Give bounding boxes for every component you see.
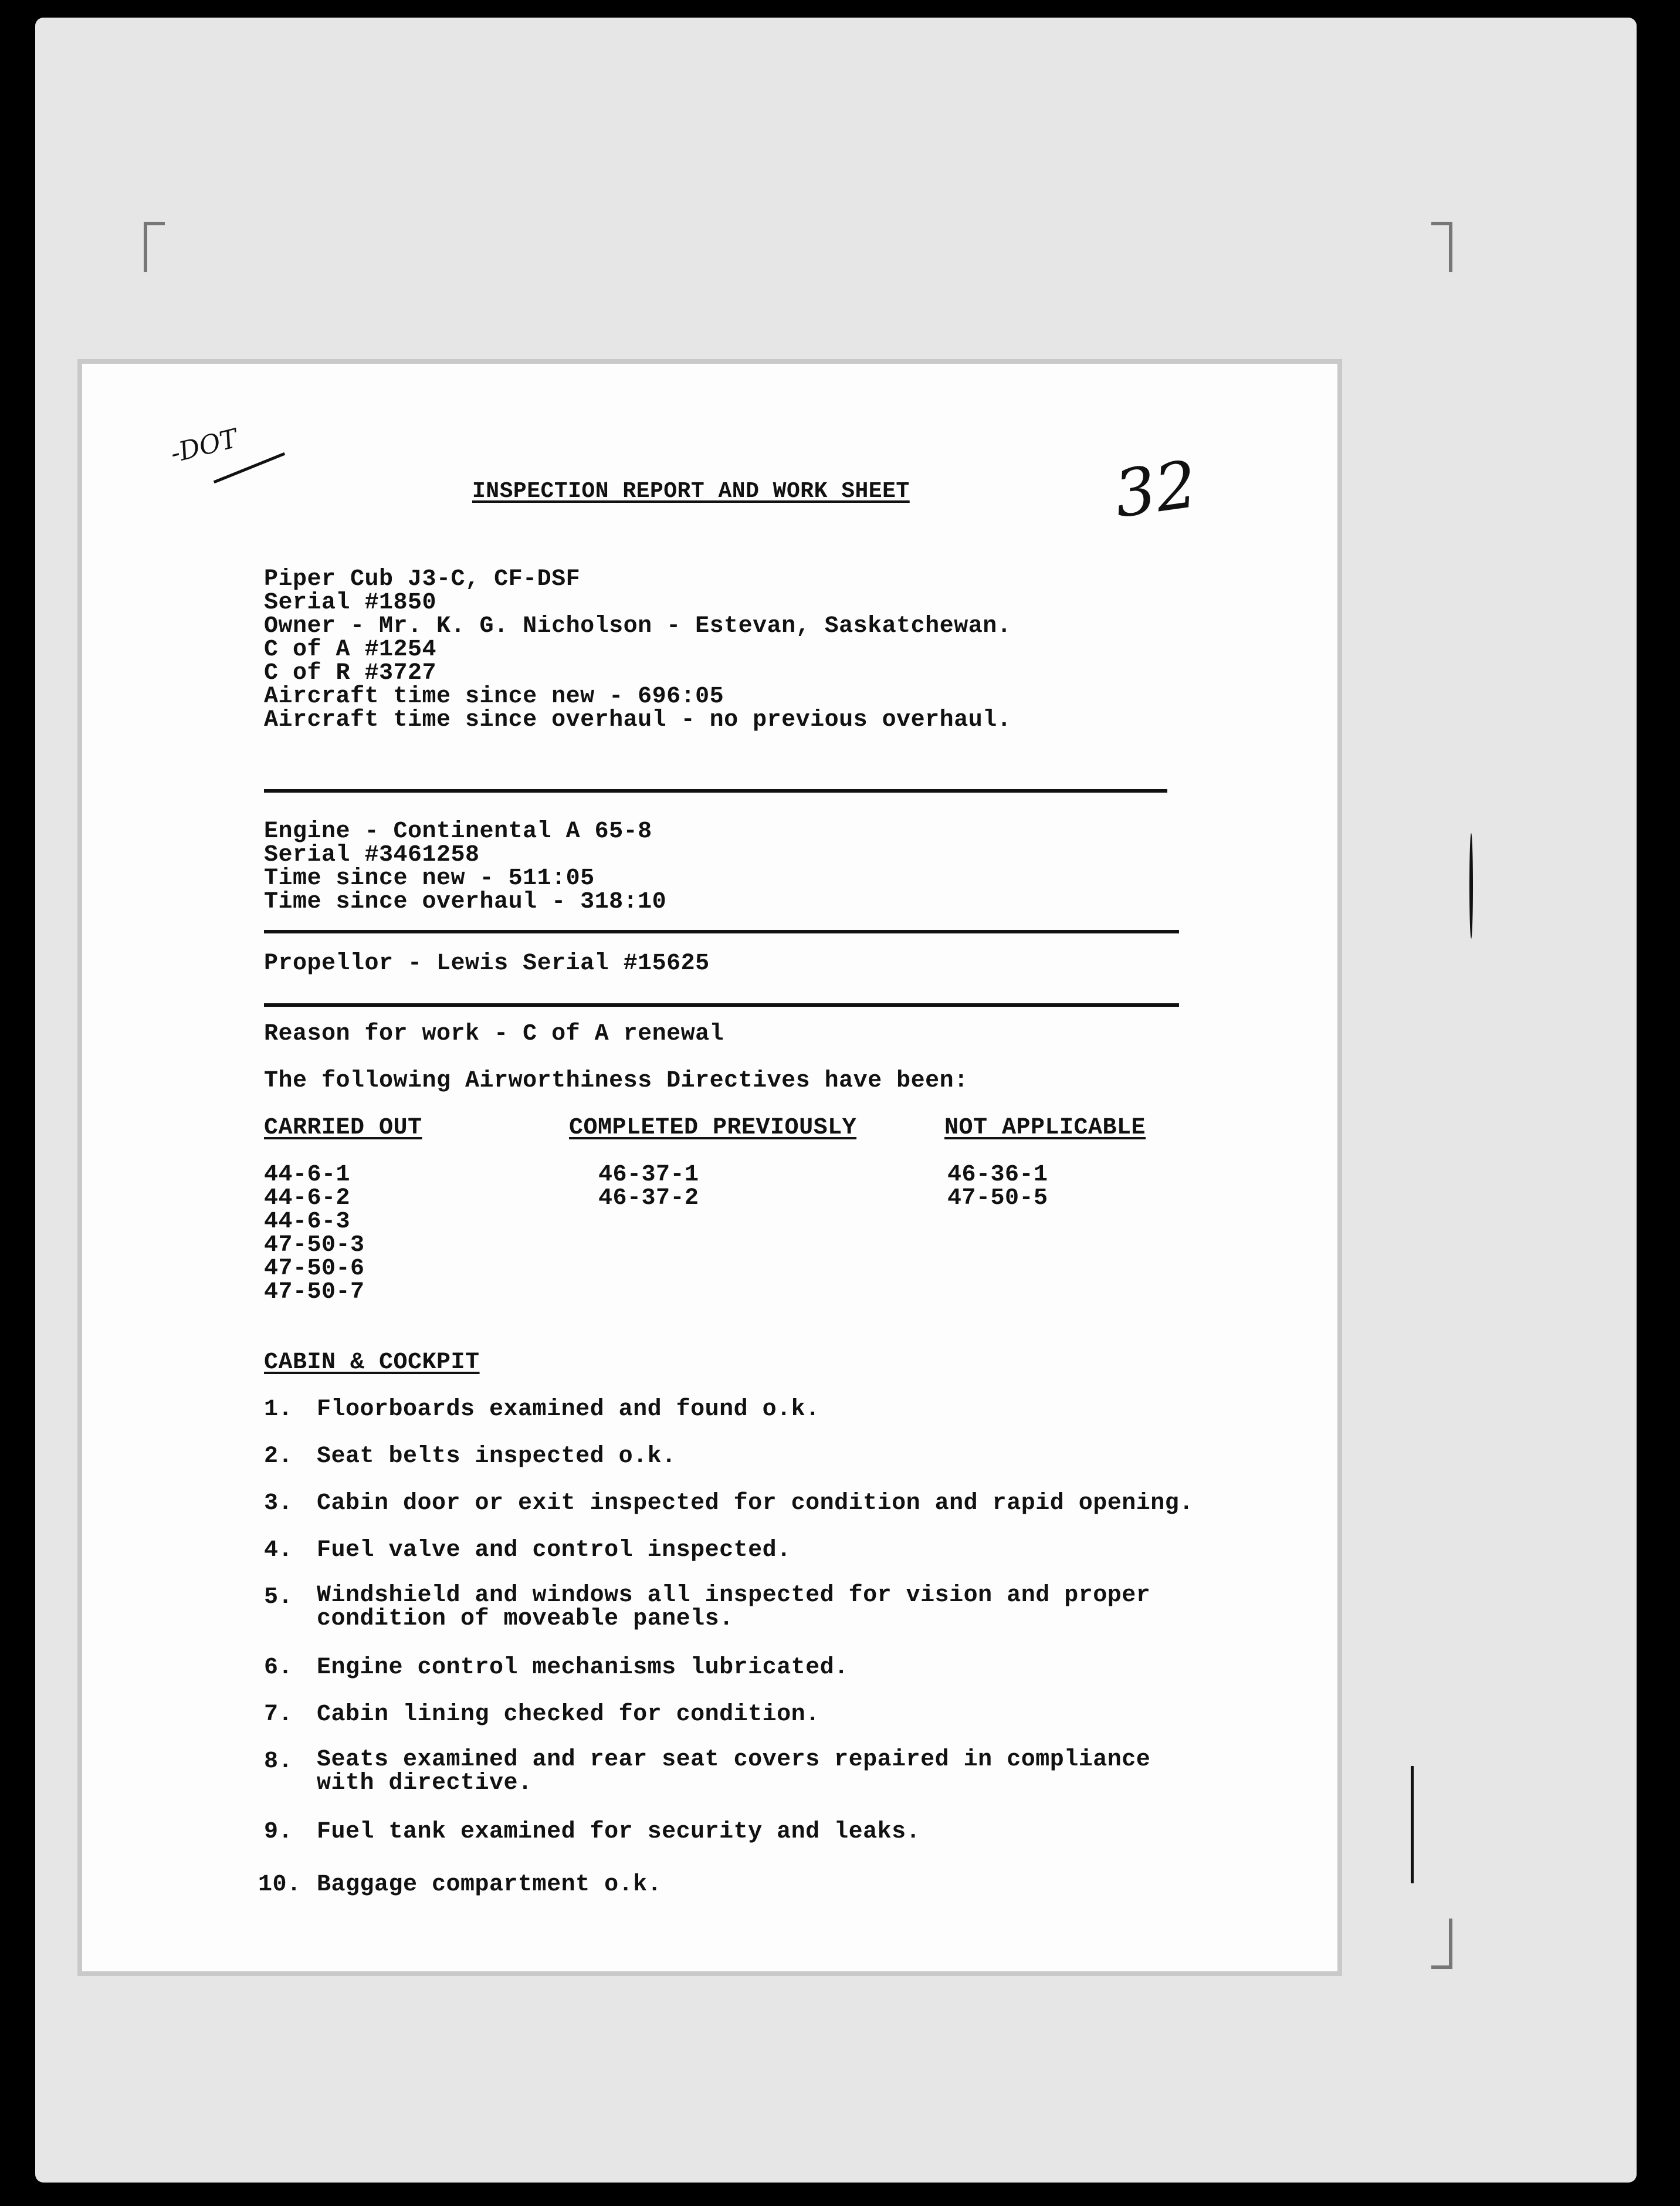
aircraft-owner: Owner - Mr. K. G. Nicholson - Estevan, Saskatchewan.: [264, 613, 1012, 640]
checklist-text: Floorboards examined and found o.k.: [317, 1396, 820, 1423]
inspection-sheet: [82, 364, 1337, 1971]
handwritten-page-number: 32: [1109, 446, 1202, 533]
engine-time-since-new: Time since new - 511:05: [264, 865, 595, 892]
checklist-number: 9.: [264, 1819, 293, 1845]
not-applicable-item: 46-36-1: [947, 1162, 1048, 1188]
engine-serial: Serial #3461258: [264, 842, 480, 868]
margin-bracket: [1469, 833, 1473, 939]
engine-time-since-overhaul: Time since overhaul - 318:10: [264, 889, 667, 915]
aircraft-model: Piper Cub J3-C, CF-DSF: [264, 566, 581, 593]
carried-out-heading: CARRIED OUT: [264, 1115, 422, 1141]
checklist-text: Fuel tank examined for security and leaks.: [317, 1819, 921, 1845]
divider-line: [264, 930, 1179, 933]
engine-model: Engine - Continental A 65-8: [264, 818, 652, 845]
checklist-number: 1.: [264, 1396, 293, 1423]
aircraft-time-since-new: Aircraft time since new - 696:05: [264, 684, 724, 710]
checklist-number: 8.: [264, 1748, 293, 1775]
aircraft-time-since-overhaul: Aircraft time since overhaul - no previous overhaul.: [264, 707, 1012, 733]
pen-stroke: [214, 452, 285, 483]
aircraft-serial: Serial #1850: [264, 590, 437, 616]
checklist-number: 3.: [264, 1490, 293, 1517]
checklist-text: Engine control mechanisms lubricated.: [317, 1654, 849, 1681]
handwritten-note: -DOT: [167, 423, 241, 469]
completed-previously-item: 46-37-1: [598, 1162, 699, 1188]
not-applicable-item: 47-50-5: [947, 1185, 1048, 1212]
crop-mark-bottom-right: [1431, 1919, 1452, 1969]
not-applicable-heading: NOT APPLICABLE: [944, 1115, 1146, 1141]
c-of-a: C of A #1254: [264, 637, 437, 663]
checklist-text: Seat belts inspected o.k.: [317, 1443, 676, 1470]
divider-line: [264, 789, 1167, 793]
divider-line: [264, 1003, 1179, 1007]
c-of-r: C of R #3727: [264, 660, 437, 686]
completed-previously-item: 46-37-2: [598, 1185, 699, 1212]
checklist-number: 10.: [258, 1872, 302, 1898]
reason-for-work: Reason for work - C of A renewal: [264, 1021, 724, 1047]
cabin-cockpit-heading: CABIN & COCKPIT: [264, 1349, 480, 1376]
crop-mark-top-right: [1431, 222, 1452, 272]
checklist-text: Fuel valve and control inspected.: [317, 1537, 791, 1564]
completed-previously-heading: COMPLETED PREVIOUSLY: [569, 1115, 857, 1141]
carried-out-item: 47-50-3: [264, 1232, 365, 1258]
checklist-number: 5.: [264, 1584, 293, 1610]
document-title: INSPECTION REPORT AND WORK SHEET: [472, 479, 910, 504]
checklist-text: Cabin door or exit inspected for condition and rapid opening.: [317, 1490, 1194, 1517]
checklist-text: Cabin lining checked for condition.: [317, 1701, 820, 1728]
checklist-text: Windshield and windows all inspected for vision and proper condition of moveable panels.: [317, 1582, 1151, 1632]
carried-out-item: 44-6-2: [264, 1185, 351, 1212]
checklist-text: Baggage compartment o.k.: [317, 1872, 662, 1898]
checklist-number: 7.: [264, 1701, 293, 1728]
directives-intro: The following Airworthiness Directives have been:: [264, 1068, 968, 1094]
carried-out-item: 47-50-6: [264, 1256, 365, 1282]
carried-out-item: 44-6-3: [264, 1209, 351, 1235]
propeller-details: Propellor - Lewis Serial #15625: [264, 950, 710, 977]
crop-mark-top-left: [144, 222, 165, 272]
checklist-number: 2.: [264, 1443, 293, 1470]
checklist-number: 4.: [264, 1537, 293, 1564]
carried-out-item: 47-50-7: [264, 1279, 365, 1305]
checklist-text: Seats examined and rear seat covers repaired in compliance with directive.: [317, 1747, 1151, 1796]
checklist-number: 6.: [264, 1654, 293, 1681]
margin-mark: [1411, 1766, 1414, 1883]
carried-out-item: 44-6-1: [264, 1162, 351, 1188]
